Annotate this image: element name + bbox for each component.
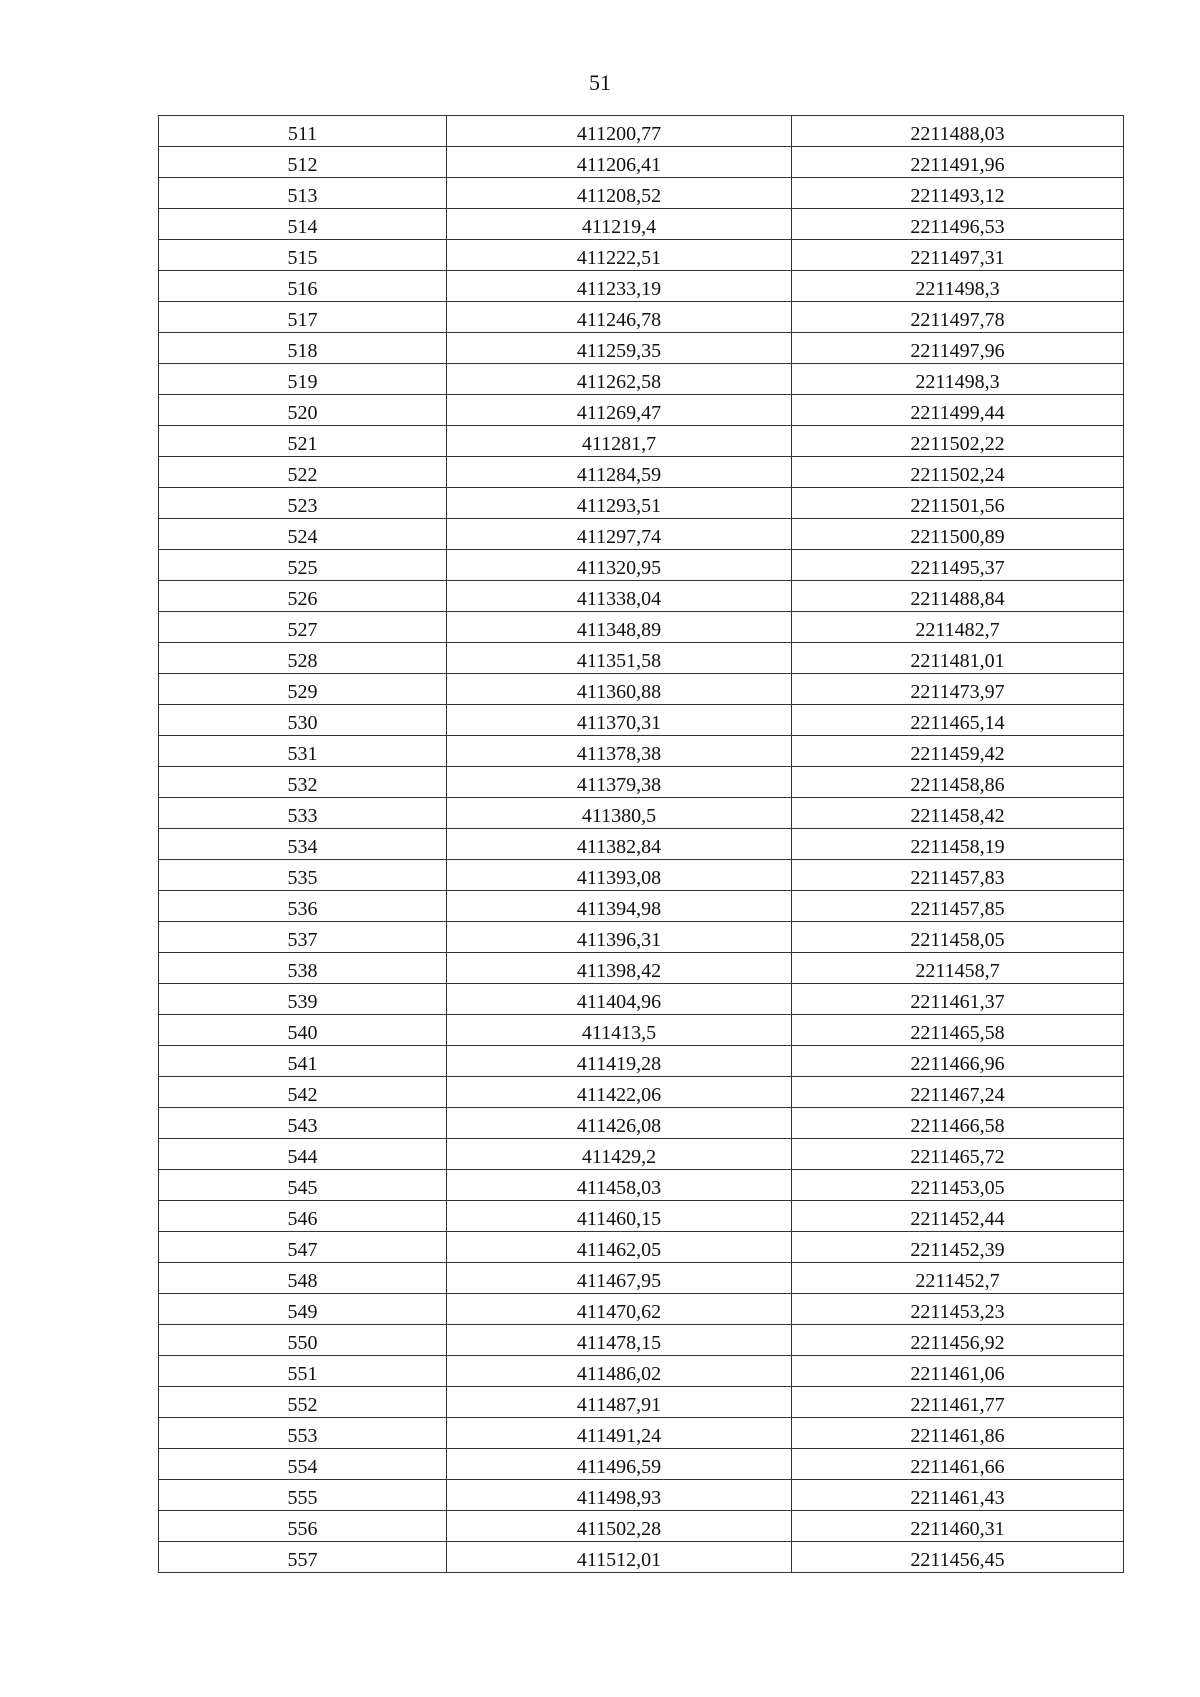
point-number-cell: 511 <box>159 116 447 147</box>
x-coordinate-cell: 411219,4 <box>447 209 792 240</box>
coordinates-table-body <box>159 116 1124 1573</box>
y-coordinate-cell: 2211452,44 <box>792 1201 1124 1232</box>
point-number-cell: 541 <box>159 1046 447 1077</box>
x-coordinate-cell: 411398,42 <box>447 953 792 984</box>
table-row <box>159 519 1124 550</box>
x-coordinate-cell: 411233,19 <box>447 271 792 302</box>
x-coordinate-cell: 411478,15 <box>447 1325 792 1356</box>
x-coordinate-cell: 411222,51 <box>447 240 792 271</box>
point-number-cell: 542 <box>159 1077 447 1108</box>
y-coordinate-cell: 2211488,03 <box>792 116 1124 147</box>
x-coordinate-cell: 411259,35 <box>447 333 792 364</box>
y-coordinate-cell: 2211458,19 <box>792 829 1124 860</box>
point-number-cell: 530 <box>159 705 447 736</box>
table-row <box>159 1139 1124 1170</box>
x-coordinate-cell: 411487,91 <box>447 1387 792 1418</box>
y-coordinate-cell: 2211495,37 <box>792 550 1124 581</box>
table-row <box>159 1201 1124 1232</box>
x-coordinate-cell: 411281,7 <box>447 426 792 457</box>
table-row <box>159 240 1124 271</box>
point-number-cell: 537 <box>159 922 447 953</box>
table-row <box>159 674 1124 705</box>
point-number-cell: 512 <box>159 147 447 178</box>
y-coordinate-cell: 2211461,66 <box>792 1449 1124 1480</box>
y-coordinate-cell: 2211496,53 <box>792 209 1124 240</box>
y-coordinate-cell: 2211453,05 <box>792 1170 1124 1201</box>
x-coordinate-cell: 411246,78 <box>447 302 792 333</box>
point-number-cell: 528 <box>159 643 447 674</box>
x-coordinate-cell: 411498,93 <box>447 1480 792 1511</box>
y-coordinate-cell: 2211473,97 <box>792 674 1124 705</box>
point-number-cell: 518 <box>159 333 447 364</box>
x-coordinate-cell: 411338,04 <box>447 581 792 612</box>
point-number-cell: 543 <box>159 1108 447 1139</box>
point-number-cell: 539 <box>159 984 447 1015</box>
y-coordinate-cell: 2211497,96 <box>792 333 1124 364</box>
point-number-cell: 540 <box>159 1015 447 1046</box>
table-row <box>159 395 1124 426</box>
y-coordinate-cell: 2211461,43 <box>792 1480 1124 1511</box>
table-row <box>159 1294 1124 1325</box>
y-coordinate-cell: 2211482,7 <box>792 612 1124 643</box>
table-row <box>159 1418 1124 1449</box>
table-row <box>159 209 1124 240</box>
page-number: 51 <box>589 70 611 95</box>
y-coordinate-cell: 2211502,24 <box>792 457 1124 488</box>
x-coordinate-cell: 411413,5 <box>447 1015 792 1046</box>
point-number-cell: 557 <box>159 1542 447 1573</box>
point-number-cell: 527 <box>159 612 447 643</box>
y-coordinate-cell: 2211466,58 <box>792 1108 1124 1139</box>
y-coordinate-cell: 2211465,58 <box>792 1015 1124 1046</box>
table-row <box>159 1232 1124 1263</box>
x-coordinate-cell: 411200,77 <box>447 116 792 147</box>
y-coordinate-cell: 2211452,39 <box>792 1232 1124 1263</box>
y-coordinate-cell: 2211466,96 <box>792 1046 1124 1077</box>
point-number-cell: 526 <box>159 581 447 612</box>
point-number-cell: 554 <box>159 1449 447 1480</box>
table-row <box>159 1015 1124 1046</box>
y-coordinate-cell: 2211458,05 <box>792 922 1124 953</box>
x-coordinate-cell: 411486,02 <box>447 1356 792 1387</box>
y-coordinate-cell: 2211498,3 <box>792 364 1124 395</box>
x-coordinate-cell: 411293,51 <box>447 488 792 519</box>
x-coordinate-cell: 411460,15 <box>447 1201 792 1232</box>
point-number-cell: 546 <box>159 1201 447 1232</box>
table-row <box>159 984 1124 1015</box>
table-row <box>159 1263 1124 1294</box>
table-row <box>159 922 1124 953</box>
table-row <box>159 643 1124 674</box>
point-number-cell: 551 <box>159 1356 447 1387</box>
x-coordinate-cell: 411269,47 <box>447 395 792 426</box>
y-coordinate-cell: 2211491,96 <box>792 147 1124 178</box>
y-coordinate-cell: 2211461,86 <box>792 1418 1124 1449</box>
x-coordinate-cell: 411394,98 <box>447 891 792 922</box>
point-number-cell: 513 <box>159 178 447 209</box>
table-row <box>159 1170 1124 1201</box>
point-number-cell: 523 <box>159 488 447 519</box>
table-row <box>159 860 1124 891</box>
point-number-cell: 515 <box>159 240 447 271</box>
point-number-cell: 520 <box>159 395 447 426</box>
x-coordinate-cell: 411426,08 <box>447 1108 792 1139</box>
point-number-cell: 553 <box>159 1418 447 1449</box>
y-coordinate-cell: 2211481,01 <box>792 643 1124 674</box>
point-number-cell: 556 <box>159 1511 447 1542</box>
x-coordinate-cell: 411320,95 <box>447 550 792 581</box>
y-coordinate-cell: 2211459,42 <box>792 736 1124 767</box>
table-row <box>159 1077 1124 1108</box>
point-number-cell: 548 <box>159 1263 447 1294</box>
table-row <box>159 798 1124 829</box>
table-row <box>159 1325 1124 1356</box>
table-row <box>159 364 1124 395</box>
y-coordinate-cell: 2211458,86 <box>792 767 1124 798</box>
y-coordinate-cell: 2211453,23 <box>792 1294 1124 1325</box>
y-coordinate-cell: 2211467,24 <box>792 1077 1124 1108</box>
point-number-cell: 517 <box>159 302 447 333</box>
y-coordinate-cell: 2211499,44 <box>792 395 1124 426</box>
table-row <box>159 1108 1124 1139</box>
table-row <box>159 1046 1124 1077</box>
y-coordinate-cell: 2211461,06 <box>792 1356 1124 1387</box>
point-number-cell: 547 <box>159 1232 447 1263</box>
table-row <box>159 271 1124 302</box>
table-row <box>159 705 1124 736</box>
y-coordinate-cell: 2211498,3 <box>792 271 1124 302</box>
x-coordinate-cell: 411297,74 <box>447 519 792 550</box>
x-coordinate-cell: 411360,88 <box>447 674 792 705</box>
point-number-cell: 545 <box>159 1170 447 1201</box>
x-coordinate-cell: 411496,59 <box>447 1449 792 1480</box>
y-coordinate-cell: 2211458,7 <box>792 953 1124 984</box>
y-coordinate-cell: 2211500,89 <box>792 519 1124 550</box>
y-coordinate-cell: 2211456,45 <box>792 1542 1124 1573</box>
point-number-cell: 555 <box>159 1480 447 1511</box>
table-row <box>159 488 1124 519</box>
x-coordinate-cell: 411502,28 <box>447 1511 792 1542</box>
y-coordinate-cell: 2211501,56 <box>792 488 1124 519</box>
x-coordinate-cell: 411458,03 <box>447 1170 792 1201</box>
y-coordinate-cell: 2211457,85 <box>792 891 1124 922</box>
x-coordinate-cell: 411284,59 <box>447 457 792 488</box>
point-number-cell: 516 <box>159 271 447 302</box>
x-coordinate-cell: 411206,41 <box>447 147 792 178</box>
table-row <box>159 302 1124 333</box>
point-number-cell: 538 <box>159 953 447 984</box>
x-coordinate-cell: 411379,38 <box>447 767 792 798</box>
x-coordinate-cell: 411262,58 <box>447 364 792 395</box>
point-number-cell: 549 <box>159 1294 447 1325</box>
y-coordinate-cell: 2211502,22 <box>792 426 1124 457</box>
x-coordinate-cell: 411208,52 <box>447 178 792 209</box>
table-row <box>159 147 1124 178</box>
point-number-cell: 534 <box>159 829 447 860</box>
x-coordinate-cell: 411393,08 <box>447 860 792 891</box>
table-row <box>159 1387 1124 1418</box>
table-row <box>159 1356 1124 1387</box>
coordinates-table <box>158 115 1124 1573</box>
table-row <box>159 612 1124 643</box>
table-row <box>159 581 1124 612</box>
y-coordinate-cell: 2211465,72 <box>792 1139 1124 1170</box>
point-number-cell: 521 <box>159 426 447 457</box>
table-row <box>159 333 1124 364</box>
x-coordinate-cell: 411396,31 <box>447 922 792 953</box>
point-number-cell: 544 <box>159 1139 447 1170</box>
x-coordinate-cell: 411429,2 <box>447 1139 792 1170</box>
x-coordinate-cell: 411404,96 <box>447 984 792 1015</box>
x-coordinate-cell: 411512,01 <box>447 1542 792 1573</box>
y-coordinate-cell: 2211461,37 <box>792 984 1124 1015</box>
x-coordinate-cell: 411351,58 <box>447 643 792 674</box>
y-coordinate-cell: 2211456,92 <box>792 1325 1124 1356</box>
point-number-cell: 536 <box>159 891 447 922</box>
x-coordinate-cell: 411422,06 <box>447 1077 792 1108</box>
point-number-cell: 514 <box>159 209 447 240</box>
y-coordinate-cell: 2211461,77 <box>792 1387 1124 1418</box>
y-coordinate-cell: 2211497,78 <box>792 302 1124 333</box>
table-row <box>159 457 1124 488</box>
point-number-cell: 552 <box>159 1387 447 1418</box>
point-number-cell: 532 <box>159 767 447 798</box>
table-row <box>159 426 1124 457</box>
x-coordinate-cell: 411348,89 <box>447 612 792 643</box>
y-coordinate-cell: 2211452,7 <box>792 1263 1124 1294</box>
point-number-cell: 550 <box>159 1325 447 1356</box>
table-row <box>159 1480 1124 1511</box>
table-row <box>159 829 1124 860</box>
x-coordinate-cell: 411491,24 <box>447 1418 792 1449</box>
x-coordinate-cell: 411382,84 <box>447 829 792 860</box>
x-coordinate-cell: 411370,31 <box>447 705 792 736</box>
table-row <box>159 736 1124 767</box>
table-row <box>159 953 1124 984</box>
x-coordinate-cell: 411419,28 <box>447 1046 792 1077</box>
table-row <box>159 550 1124 581</box>
x-coordinate-cell: 411467,95 <box>447 1263 792 1294</box>
x-coordinate-cell: 411462,05 <box>447 1232 792 1263</box>
point-number-cell: 529 <box>159 674 447 705</box>
table-row <box>159 116 1124 147</box>
x-coordinate-cell: 411378,38 <box>447 736 792 767</box>
y-coordinate-cell: 2211460,31 <box>792 1511 1124 1542</box>
point-number-cell: 524 <box>159 519 447 550</box>
point-number-cell: 531 <box>159 736 447 767</box>
y-coordinate-cell: 2211457,83 <box>792 860 1124 891</box>
point-number-cell: 535 <box>159 860 447 891</box>
table-row <box>159 1511 1124 1542</box>
point-number-cell: 525 <box>159 550 447 581</box>
x-coordinate-cell: 411470,62 <box>447 1294 792 1325</box>
y-coordinate-cell: 2211493,12 <box>792 178 1124 209</box>
y-coordinate-cell: 2211465,14 <box>792 705 1124 736</box>
y-coordinate-cell: 2211497,31 <box>792 240 1124 271</box>
y-coordinate-cell: 2211458,42 <box>792 798 1124 829</box>
table-row <box>159 891 1124 922</box>
table-row <box>159 178 1124 209</box>
y-coordinate-cell: 2211488,84 <box>792 581 1124 612</box>
table-row <box>159 767 1124 798</box>
point-number-cell: 522 <box>159 457 447 488</box>
point-number-cell: 519 <box>159 364 447 395</box>
table-row <box>159 1449 1124 1480</box>
point-number-cell: 533 <box>159 798 447 829</box>
table-row <box>159 1542 1124 1573</box>
x-coordinate-cell: 411380,5 <box>447 798 792 829</box>
